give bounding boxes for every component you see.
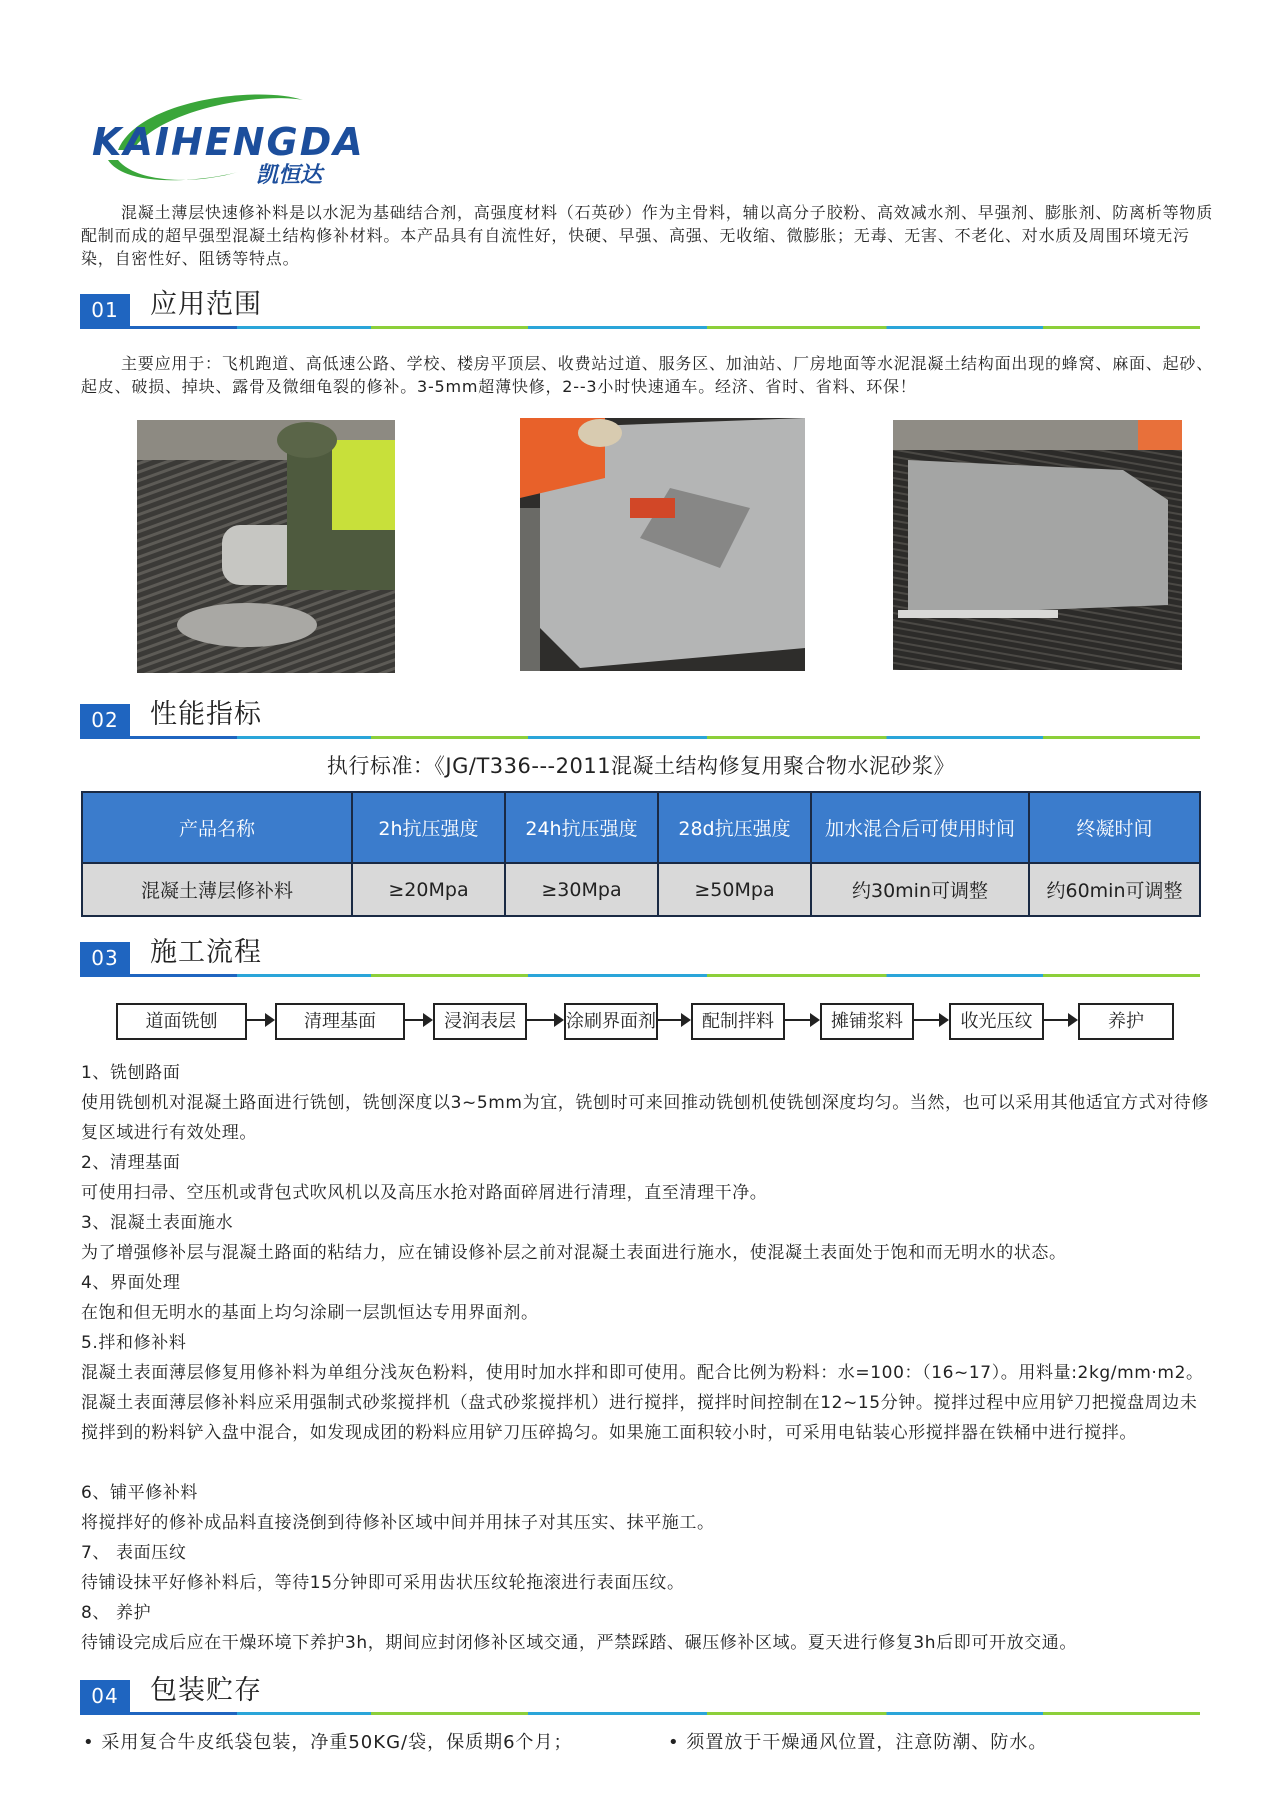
section-header-packaging (80, 1668, 1200, 1714)
flow-arrow-icon (1042, 1019, 1076, 1021)
flow-arrow-icon (525, 1019, 562, 1021)
flow-arrow-icon (403, 1019, 431, 1021)
bullet-icon: • (83, 1732, 95, 1753)
step-title: 8、 养护 (81, 1603, 152, 1623)
table-cell: ≥20Mpa (352, 863, 505, 916)
section-header-construction (80, 930, 1200, 976)
step-text: 在饱和但无明水的基面上均匀涂刷一层凯恒达专用界面剂。 (81, 1303, 539, 1323)
company-logo (88, 80, 365, 190)
packaging-item (83, 1728, 573, 1754)
table-header: 28d抗压强度 (658, 792, 811, 863)
logo-chinese-name: 凯恒达 (256, 163, 323, 188)
step-text: 待铺设抹平好修补料后，等待15分钟即可采用齿状压纹轮拖滚进行表面压纹。 (81, 1573, 685, 1593)
section-number: 04 (80, 1680, 130, 1712)
flow-arrow-icon (783, 1019, 818, 1021)
section-divider (80, 1712, 1200, 1715)
step-title: 3、混凝土表面施水 (81, 1213, 234, 1233)
step-title: 5.拌和修补料 (81, 1333, 187, 1353)
photo-finished-image (893, 420, 1182, 670)
bullet-icon: • (668, 1732, 680, 1753)
step-text: 待铺设完成后应在干燥环境下养护3h，期间应封闭修补区域交通，严禁踩踏、碾压修补区域。夏天进行修复3h后即可开放交通。 (81, 1633, 1077, 1653)
section-header-application (80, 282, 1200, 328)
flow-step: 浸润表层 (433, 1003, 527, 1040)
table-cell: 约60min可调整 (1029, 863, 1200, 916)
step-text: 混凝土表面薄层修复用修补料为单组分浅灰色粉料，使用时加水拌和即可使用。配合比例为粉料：水=100：（16~17）。用料量:2kg/mm·m2。混凝土表面薄层修补料应采用强制式砂浆搅拌机（盘式砂浆搅拌机）进行搅拌，搅拌时间控制在12~15分钟。搅拌过程中应用铲刀把搅盘周边未搅拌到的粉料铲入盘中混合，如发现成团的粉料应用铲刀压碎捣匀。如果施工面积较小时，可采用电钻装心形搅拌器在铁桶中进行搅拌。 (81, 1363, 1204, 1443)
step-title: 6、铺平修补料 (81, 1483, 199, 1503)
section-number: 02 (80, 704, 130, 736)
table-row (82, 863, 1200, 916)
packaging-item (668, 1728, 1047, 1754)
flow-step: 清理基面 (275, 1003, 405, 1040)
flow-arrow-icon (245, 1019, 273, 1021)
section-divider (80, 736, 1200, 739)
step-text: 为了增强修补层与混凝土路面的粘结力，应在铺设修补层之前对混凝土表面进行施水，使混凝土表面处于饱和而无明水的状态。 (81, 1243, 1067, 1263)
table-cell: ≥50Mpa (658, 863, 811, 916)
table-cell: 约30min可调整 (811, 863, 1029, 916)
flow-step: 道面铣刨 (116, 1003, 247, 1040)
table-header: 终凝时间 (1029, 792, 1200, 863)
section-title: 性能指标 (150, 699, 262, 730)
flow-step: 摊铺浆料 (820, 1003, 914, 1040)
section-header-performance (80, 692, 1200, 738)
table-header: 2h抗压强度 (352, 792, 505, 863)
table-header: 加水混合后可使用时间 (811, 792, 1029, 863)
section-title: 应用范围 (150, 289, 262, 320)
section-divider (80, 974, 1200, 977)
section-title: 包装贮存 (150, 1675, 262, 1706)
photo-finished-repair-area (893, 420, 1182, 670)
step-text: 使用铣刨机对混凝土路面进行铣刨，铣刨深度以3~5mm为宜，铣刨时可来回推动铣刨机使铣刨深度均匀。当然，也可以采用其他适宜方式对待修复区域进行有效处理。 (81, 1093, 1209, 1143)
photo-troweling-image (520, 418, 805, 671)
table-header-row (82, 792, 1200, 863)
flow-step: 养护 (1078, 1003, 1174, 1040)
flow-arrow-icon (656, 1019, 689, 1021)
section-number: 03 (80, 942, 130, 974)
photo-pouring-repair-material (137, 420, 395, 673)
flow-step: 收光压纹 (949, 1003, 1044, 1040)
intro-paragraph: 混凝土薄层快速修补料是以水泥为基础结合剂，高强度材料（石英砂）作为主骨料，辅以高分子胶粉、高效减水剂、早强剂、膨胀剂、防离析等物质配制而成的超早强型混凝土结构修补材料。本产品具有自流性好，快硬、早强、高强、无收缩、微膨胀；无毒、无害、不老化、对水质及周围环境无污染，自密性好、阻锈等特点。 (81, 203, 1214, 268)
table-cell: ≥30Mpa (505, 863, 658, 916)
section-divider (80, 326, 1200, 329)
flow-step: 涂刷界面剂 (564, 1003, 658, 1040)
table-header: 产品名称 (82, 792, 352, 863)
section-number: 01 (80, 294, 130, 326)
packaging-item-text: 采用复合牛皮纸袋包装，净重50KG/袋，保质期6个月； (101, 1732, 573, 1753)
flow-arrow-icon (912, 1019, 947, 1021)
step-title: 1、铣刨路面 (81, 1063, 181, 1083)
step-text: 可使用扫帚、空压机或背包式吹风机以及高压水抢对路面碎屑进行清理，直至清理干净。 (81, 1183, 768, 1203)
photo-troweling-surface (520, 418, 805, 671)
application-paragraph: 主要应用于：飞机跑道、高低速公路、学校、楼房平顶层、收费站过道、服务区、加油站、厂房地面等水泥混凝土结构面出现的蜂窝、麻面、起砂、起皮、破损、掉块、露骨及微细龟裂的修补。3-5mm超薄快修，2--3小时快速通车。经济、省时、省料、环保！ (81, 354, 1214, 396)
packaging-item-text: 须置放于干燥通风位置，注意防潮、防水。 (686, 1732, 1048, 1753)
step-text: 将搅拌好的修补成品料直接浇倒到待修补区域中间并用抹子对其压实、抹平施工。 (81, 1513, 715, 1533)
step-title: 7、 表面压纹 (81, 1543, 187, 1563)
flow-step: 配制拌料 (691, 1003, 785, 1040)
step-title: 4、界面处理 (81, 1273, 181, 1293)
photo-pouring-image (137, 420, 395, 673)
step-title: 2、清理基面 (81, 1153, 181, 1173)
table-header: 24h抗压强度 (505, 792, 658, 863)
standard-reference: 执行标准：《JG/T336---2011混凝土结构修复用聚合物水泥砂浆》 (326, 754, 956, 778)
table-cell: 混凝土薄层修补料 (82, 863, 352, 916)
section-title: 施工流程 (150, 937, 262, 968)
performance-table (81, 791, 1201, 917)
logo-wordmark: KAIHENGDA (92, 120, 365, 164)
